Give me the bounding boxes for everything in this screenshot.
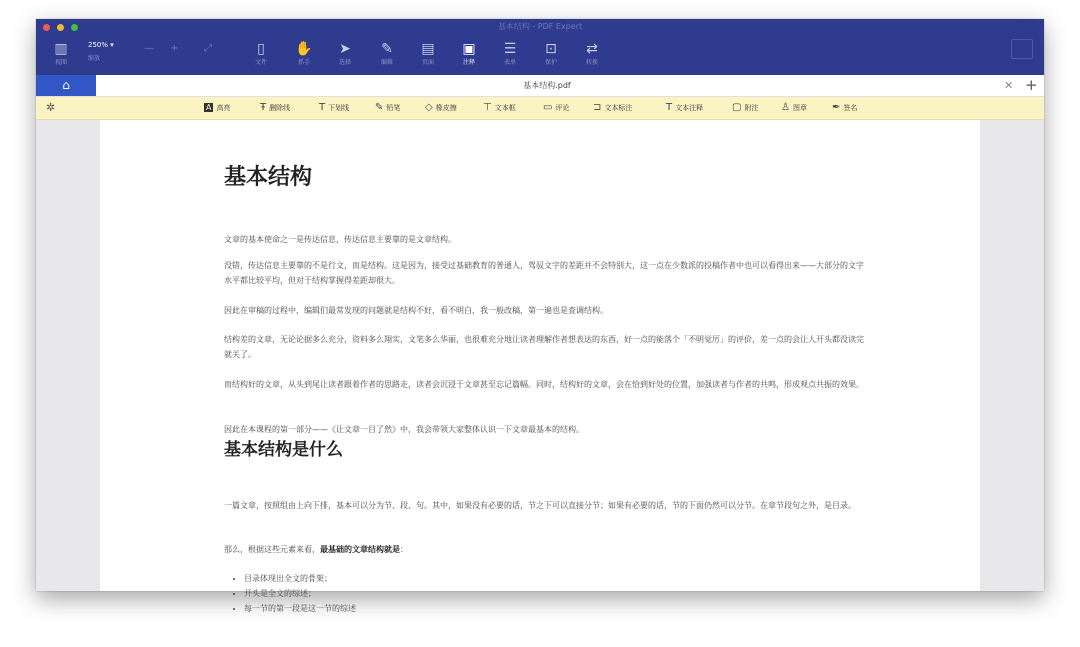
callout-tool[interactable] — [593, 101, 632, 115]
gear-icon[interactable]: ✲ — [46, 101, 56, 114]
textbox-icon: ⊤ — [483, 102, 492, 113]
zoom-value: 250% — [88, 41, 109, 49]
tool-label: 删除线 — [269, 104, 291, 112]
zoom-out-icon[interactable]: — — [144, 43, 154, 54]
edit-icon: ✎ — [381, 41, 393, 57]
app-window — [36, 19, 1044, 613]
zoom-control[interactable]: 250% ▾ 缩放 — [88, 41, 128, 62]
annotation-toolbar — [36, 97, 1044, 120]
toolbar-file-button[interactable] — [246, 39, 276, 69]
toolbar-form-button[interactable] — [495, 39, 525, 69]
paragraph: 因此在审稿的过程中，编辑们最常发现的问题就是结构不好，看不明白，我一般改稿，第一遍也是查调结构。 — [224, 306, 608, 315]
toolbar-button-label: 编辑 — [380, 59, 393, 66]
paragraph — [224, 542, 864, 557]
stamp-icon: ♙ — [781, 102, 790, 113]
pencil-icon: ✎ — [375, 102, 384, 113]
strikethrough-icon: Ŧ — [260, 102, 267, 113]
textbox-tool[interactable] — [483, 101, 516, 115]
tool-label: 图章 — [792, 104, 807, 112]
close-tab-icon[interactable]: ✕ — [1004, 79, 1014, 92]
comment-tool[interactable] — [543, 101, 569, 115]
tool-label: 文本框 — [494, 104, 516, 112]
highlight-tool[interactable] — [204, 101, 230, 115]
toolbar-protect-button[interactable] — [536, 39, 566, 69]
signature-icon: ✒ — [832, 102, 841, 113]
highlight-icon: A — [206, 103, 212, 112]
note-icon: ▢ — [732, 102, 742, 113]
document-tab[interactable]: 基本结构.pdf — [523, 81, 571, 90]
tool-label: 铅笔 — [386, 104, 401, 112]
document-title: 基本结构 — [224, 165, 313, 190]
toolbar-button-label: 表单 — [503, 59, 516, 66]
bold-text: 最基础的文章结构就是 — [320, 545, 400, 554]
note-tool[interactable] — [732, 101, 758, 115]
eraser-icon: ◇ — [425, 102, 433, 113]
tool-label: 文本注释 — [675, 104, 704, 112]
comment-icon: ▭ — [543, 102, 553, 113]
zoom-in-icon[interactable]: + — [170, 43, 179, 54]
toolbar-button-label: 文件 — [254, 59, 267, 66]
toolbar-button-label: 抓手 — [297, 59, 310, 66]
list-item: • 开头是全文的综述； — [244, 586, 356, 601]
zoom-label: 缩放 — [88, 55, 101, 62]
paragraph: 没错，传达信息主要靠的不是行文，而是结构。这是因为，接受过基础教育的普通人，驾驭文字的差距并不会特别大，这一点在少数派的投稿作者中也可以看得出来——大部分的文字水平都比较平均，但对于结构掌握得差距却很大。 — [224, 261, 864, 285]
eraser-tool[interactable] — [425, 101, 457, 115]
pdf-page[interactable] — [100, 120, 980, 613]
new-tab-button[interactable]: + — [1025, 76, 1038, 94]
sidebar-label: 视图 — [54, 59, 67, 66]
toolbar-edit-button[interactable] — [372, 39, 402, 69]
page-icon: ▯ — [257, 41, 265, 57]
tool-label: 橡皮擦 — [435, 104, 457, 112]
signature-tool[interactable] — [832, 101, 857, 115]
tool-label: 签名 — [843, 104, 858, 112]
window-title: 基本结构 - PDF Expert — [497, 22, 583, 31]
tab-bar — [36, 75, 1044, 97]
toolbar-button-label: 页面 — [421, 59, 434, 66]
hand-icon: ✋ — [295, 41, 313, 57]
convert-icon: ⇄ — [586, 41, 598, 57]
paragraph: 而结构好的文章，从头到尾让读者跟着作者的思路走，读者会沉浸于文章甚至忘记篇幅。同时，结构好的文章，会在恰到好处的位置，加强读者与作者的共鸣，形成观点共振的效果。 — [224, 380, 864, 389]
tool-label: 文本标注 — [604, 104, 633, 112]
stamp-tool[interactable] — [781, 101, 807, 115]
toolbar-button-label: 保护 — [544, 59, 557, 66]
tool-label: 附注 — [744, 104, 759, 112]
document-viewport[interactable] — [36, 120, 1044, 613]
toolbar-annotate-button[interactable] — [454, 39, 484, 69]
underline-tool[interactable] — [319, 101, 349, 115]
home-tab[interactable] — [36, 75, 96, 96]
paragraph: 文章的基本使命之一是传达信息，传达信息主要靠的是文章结构。 — [224, 235, 456, 244]
share-icon[interactable] — [1011, 39, 1033, 59]
tool-label: 下划线 — [328, 104, 350, 112]
strikethrough-tool[interactable] — [260, 101, 290, 115]
underline-icon: T — [319, 102, 326, 113]
annotate-icon: ▣ — [462, 41, 476, 57]
pencil-tool[interactable] — [375, 101, 400, 115]
paragraph: 结构差的文章，无论论据多么充分，资料多么翔实，文笔多么华丽，也很难充分地让读者理解作者想表达的东西，好一点的能落个「不明觉厉」的评价，差一点的会让人开头都没读完就关了。 — [224, 335, 864, 359]
list-item: • 目录体现出全文的骨架； — [244, 571, 356, 586]
form-icon: ☰ — [503, 41, 517, 57]
fit-icon[interactable]: ⤢ — [204, 43, 212, 54]
toolbar — [36, 19, 1044, 75]
toolbar-select-button[interactable] — [330, 39, 360, 69]
home-icon: ⌂ — [62, 78, 70, 92]
toolbar-convert-button[interactable] — [577, 39, 607, 69]
list-item: • 每一节的第一段是这一节的综述 — [244, 601, 356, 616]
text-note-tool[interactable] — [666, 101, 703, 115]
text-span: ： — [400, 545, 408, 554]
text-note-icon: T — [666, 102, 673, 113]
bullet-list — [230, 571, 356, 616]
toolbar-button-label: 转换 — [585, 59, 598, 66]
callout-icon: ⊐ — [593, 102, 602, 113]
toolbar-page-button[interactable] — [413, 39, 443, 69]
paragraph: 一篇文章，按照组由上向下排，基本可以分为节、段、句。其中，如果没有必要的话，节之下可以直接分节；如果有必要的话，节的下面仍然可以分节。在章节段句之外，是目录。 — [224, 501, 856, 510]
lock-icon: ⊡ — [545, 41, 557, 57]
toolbar-button-label: 注释 — [462, 59, 475, 66]
sidebar-icon: ▥ — [54, 41, 68, 57]
cursor-icon: ➤ — [339, 41, 351, 57]
text-span: 那么，根据这些元素来看， — [224, 545, 320, 554]
tool-label: 高亮 — [216, 104, 231, 112]
section-heading: 基本结构是什么 — [224, 440, 343, 460]
toolbar-button-label: 选择 — [338, 59, 351, 66]
toolbar-hand-button[interactable] — [289, 39, 319, 69]
paragraph: 因此在本课程的第一部分——《让文章一目了然》中，我会带领大家整体认识一下文章最基本的结构。 — [224, 425, 584, 434]
sidebar-toggle-button[interactable] — [46, 39, 76, 69]
page-settings-icon: ▤ — [421, 41, 435, 57]
tool-label: 评论 — [555, 104, 570, 112]
